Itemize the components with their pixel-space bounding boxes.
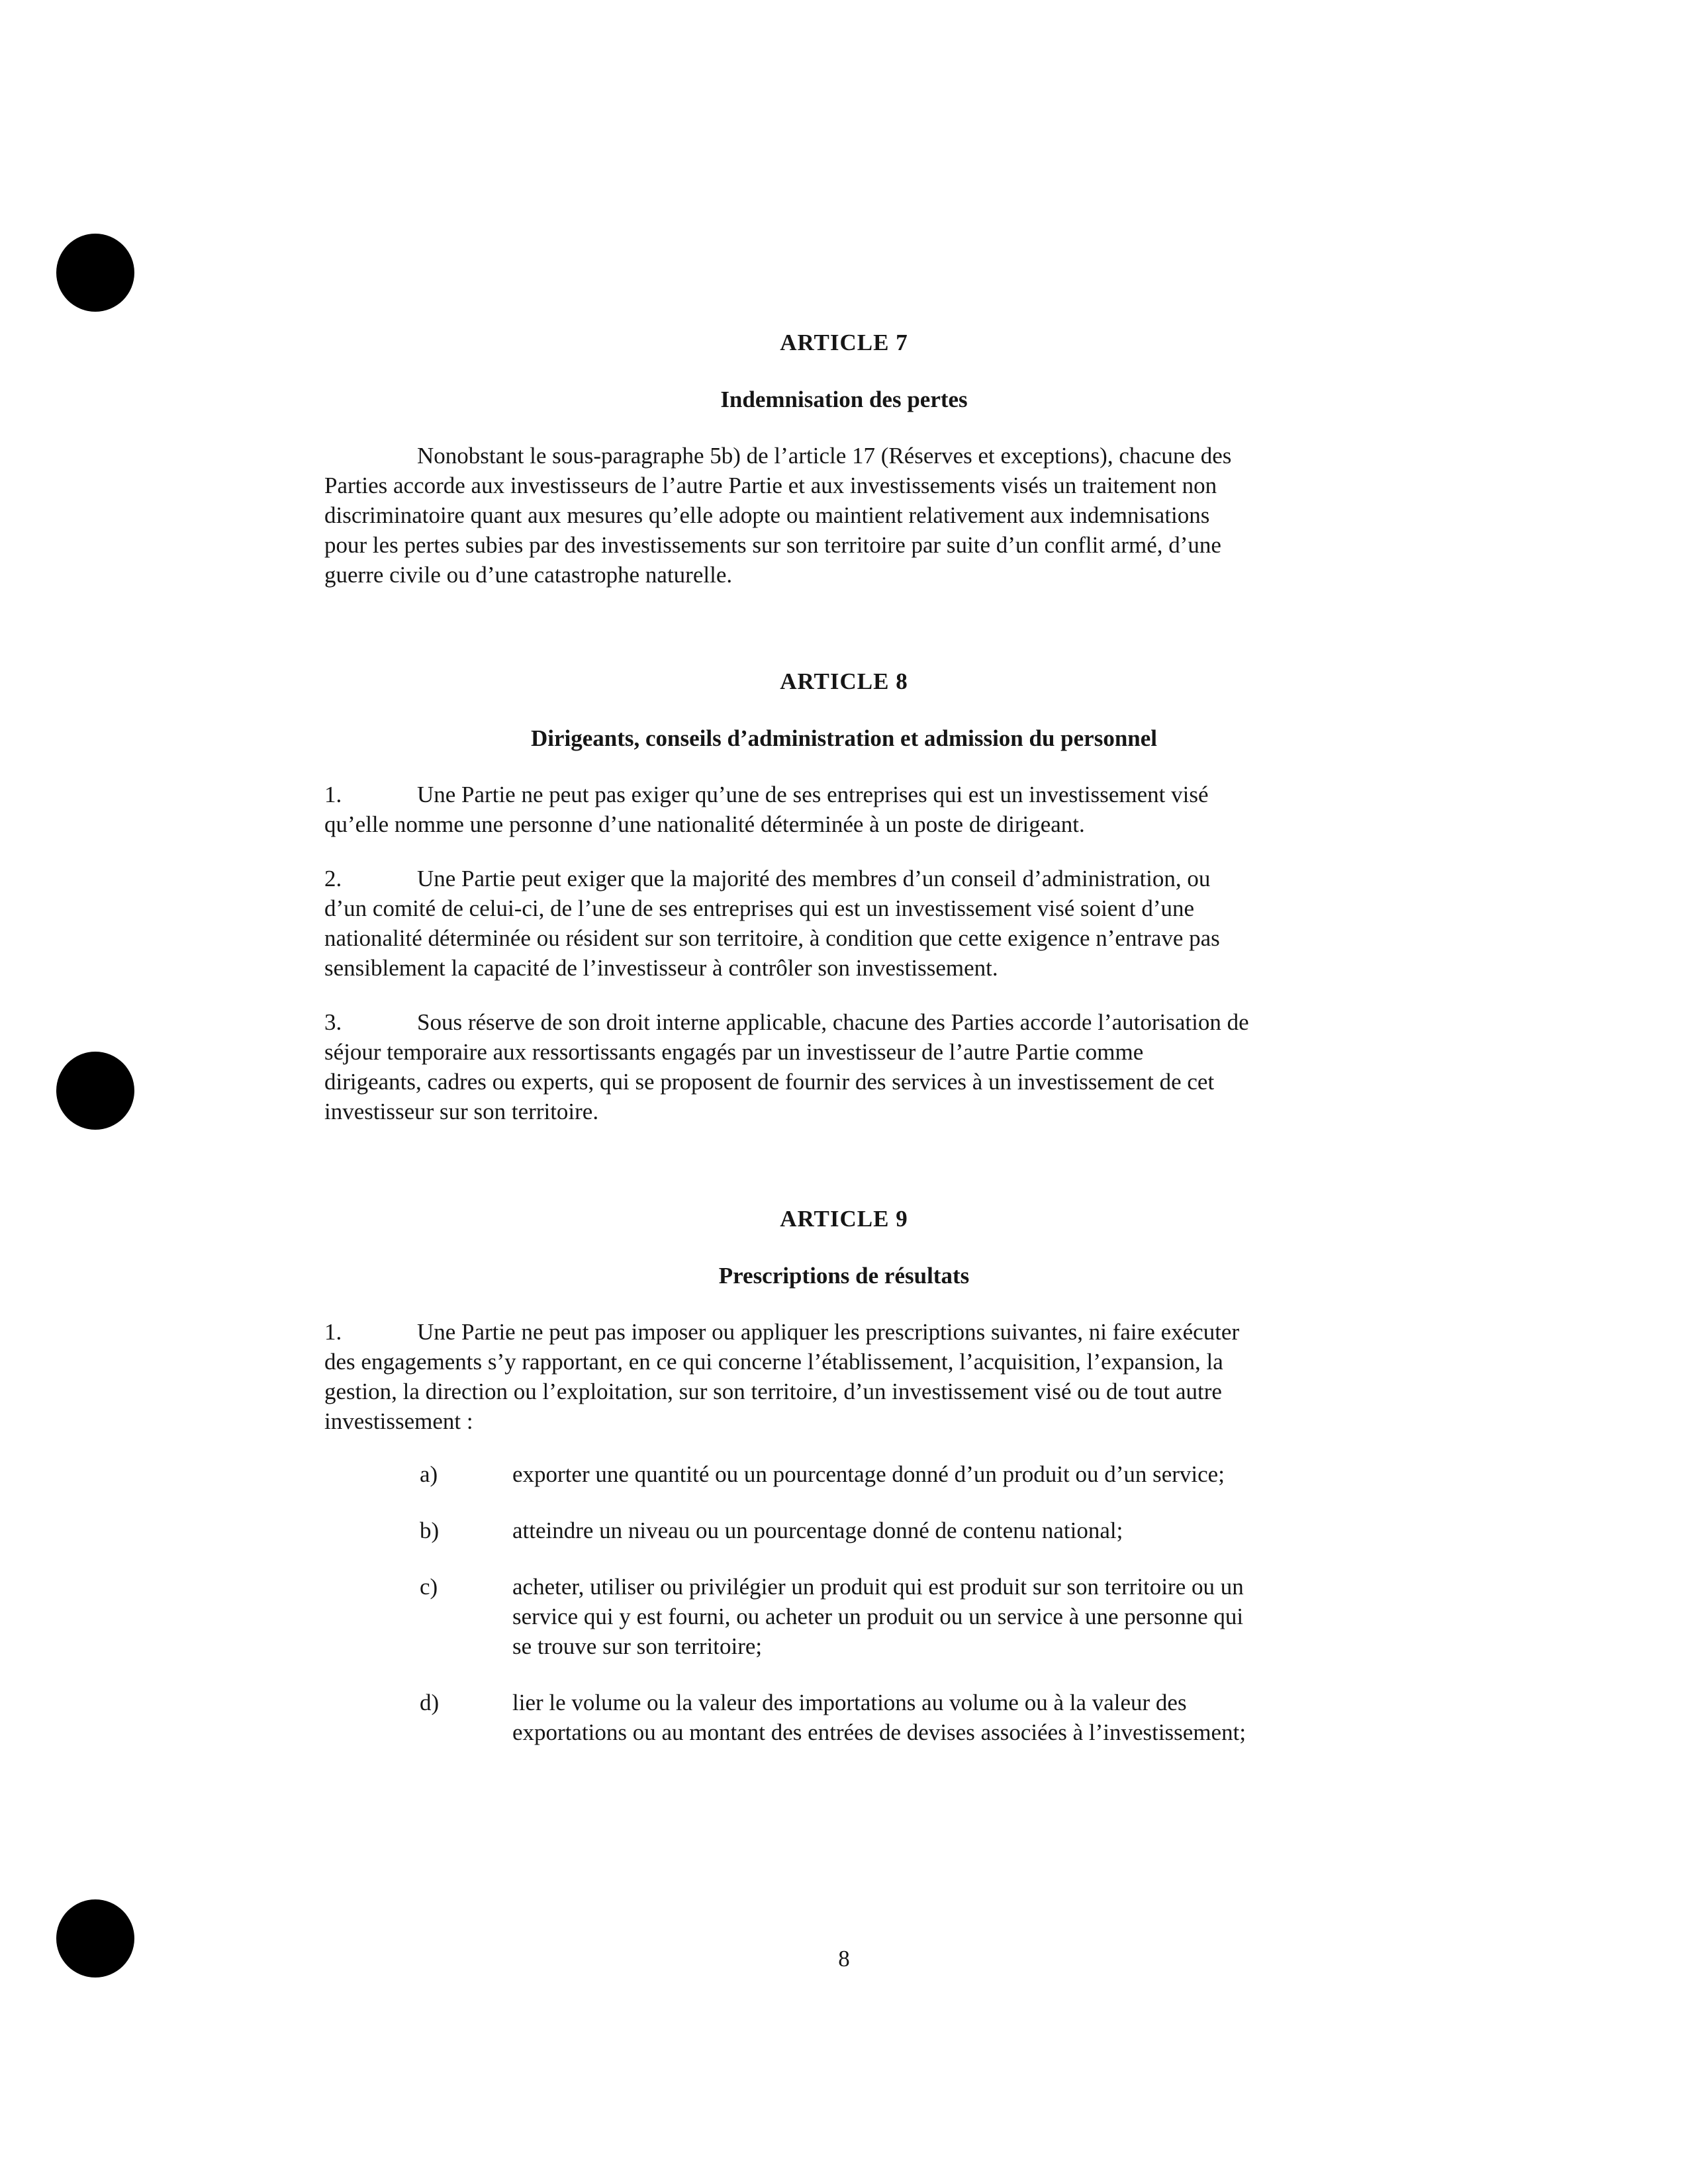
list-item-text: lier le volume ou la valeur des importations au volume ou à la valeur des exportations ou au montant des entrées de devises associées à l’investissement; <box>512 1690 1246 1745</box>
article-8-heading: ARTICLE 8 <box>780 668 908 694</box>
punch-hole <box>56 234 134 312</box>
article-8-paragraph-1: 1. Une Partie ne peut pas exiger qu’une de ses entreprises qui est un investissement visé qu’elle nomme une personne d’une nationalité déterminée à un poste de dirigeant. <box>324 782 1209 837</box>
article-9-paragraph-1: 1. Une Partie ne peut pas imposer ou appliquer les prescriptions suivantes, ni faire exécuter des engagements s’y rapportant, en ce qui concerne l’établissement, l’acquisition, l’expansion, la gestion, la direction ou l’exploitation, sur son territoire, d’un investissement visé ou de tout autre investissement : <box>324 1319 1240 1434</box>
list-item-marker: b) <box>420 1518 440 1543</box>
list-item-text: acheter, utiliser ou privilégier un produit qui est produit sur son territoire ou un service qui y est fourni, ou acheter un produit ou un service à une personne qui se trouve sur son territoire; <box>512 1574 1244 1659</box>
list-item-marker: d) <box>420 1690 440 1715</box>
article-8-subtitle: Dirigeants, conseils d’administration et admission du personnel <box>530 725 1158 751</box>
page-number: 8 <box>838 1946 850 1972</box>
article-9-subtitle: Prescriptions de résultats <box>718 1263 970 1289</box>
article-8-paragraph-3: 3. Sous réserve de son droit interne applicable, chacune des Parties accorde l’autorisation de séjour temporaire aux ressortissants engagés par un investisseur de l’autre Partie comme dirigeants, cadres ou experts, qui se proposent de fournir des services à un investissement de cet investisseur sur son territoire. <box>324 1009 1249 1124</box>
punch-hole <box>56 1052 134 1130</box>
article-7-paragraph: Nonobstant le sous-paragraphe 5b) de l’article 17 (Réserves et exceptions), chacune des Parties accorde aux investisseurs de l’autre Partie et aux investissements visés un traitement non discriminatoire quant aux mesures qu’elle adopte ou maintient relativement aux indemnisations pour les pertes subies par des investissements sur son territoire par suite d’un conflit armé, d’une guerre civile ou d’une catastrophe naturelle. <box>324 443 1232 588</box>
list-item-marker: a) <box>420 1461 438 1487</box>
list-item-text: exporter une quantité ou un pourcentage donné d’un produit ou d’un service; <box>512 1461 1225 1487</box>
article-8-paragraph-2: 2. Une Partie peut exiger que la majorité des membres d’un conseil d’administration, ou d’un comité de celui-ci, de l’une de ses entreprises qui est un investissement visé soient d’une nationalité déterminée ou résident sur son territoire, à condition que cette exigence n’entrave pas sensiblement la capacité de l’investisseur à contrôler son investissement. <box>324 866 1220 981</box>
article-7-heading: ARTICLE 7 <box>780 330 908 355</box>
article-9-heading: ARTICLE 9 <box>780 1206 908 1232</box>
article-7-subtitle: Indemnisation des pertes <box>720 387 968 412</box>
list-item-text: atteindre un niveau ou un pourcentage donné de contenu national; <box>512 1518 1123 1543</box>
list-item-marker: c) <box>420 1574 438 1600</box>
